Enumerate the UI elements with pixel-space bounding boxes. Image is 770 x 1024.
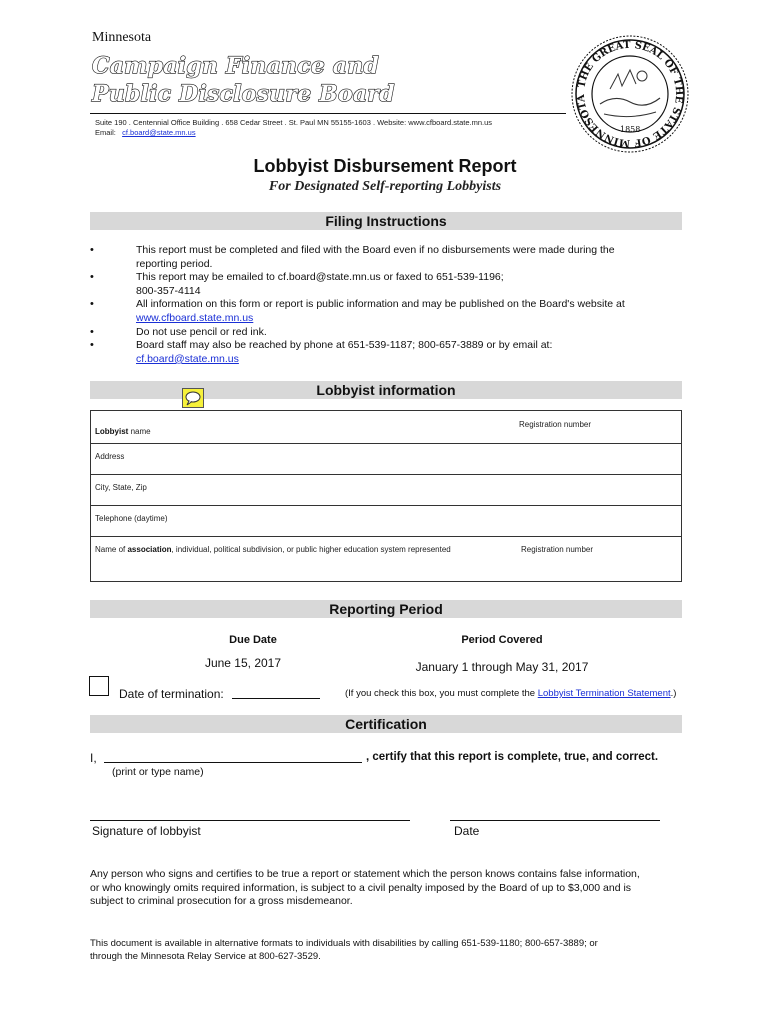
association-registration-number-field[interactable]: Registration number	[521, 545, 594, 554]
due-date-heading: Due Date	[229, 634, 277, 646]
report-subtitle: For Designated Self-reporting Lobbyists	[268, 179, 502, 194]
due-date-value: June 15, 2017	[204, 656, 282, 670]
state-name: Minnesota	[92, 30, 152, 45]
board-address: Suite 190 . Centennial Office Building . 658 Cedar Street . St. Paul MN 55155-1603 . Website: www.cfboard.state.mn.us	[95, 118, 493, 127]
instruction-item: • This report must be completed and filed with the Board even if no disbursements were made during the reporting period.	[88, 244, 688, 271]
seal-text: THE GREAT SEAL OF THE STATE OF MINNESOTA	[575, 39, 685, 149]
association-name-field[interactable]: Name of association, individual, political subdivision, or public higher education system represented	[95, 545, 451, 554]
filing-instructions-heading: Filing Instructions	[90, 212, 682, 230]
reporting-period-heading: Reporting Period	[90, 600, 682, 618]
info-row-divider	[91, 474, 681, 475]
header-rule	[90, 113, 566, 114]
lobbyist-information-form	[90, 410, 682, 582]
termination-note: (If you check this box, you must complete the Lobbyist Termination Statement.)	[345, 688, 677, 699]
signature-input[interactable]	[90, 820, 410, 821]
email-link[interactable]: cf.board@state.mn.us	[136, 352, 239, 365]
filing-instructions-list	[88, 244, 688, 366]
printed-name-input[interactable]	[104, 762, 362, 763]
board-email-row	[95, 128, 196, 137]
city-state-zip-field[interactable]: City, State, Zip	[95, 483, 147, 492]
info-row-divider	[91, 443, 681, 444]
signature-label: Signature of lobbyist	[92, 824, 201, 838]
certification-heading: Certification	[90, 715, 682, 733]
email-label: Email:	[95, 128, 116, 137]
telephone-field[interactable]: Telephone (daytime)	[95, 514, 168, 523]
info-row-divider	[91, 505, 681, 506]
accessibility-notice: This document is available in alternative formats to individuals with disabilities by calling 651-539-1180; 800-657-3889; or through the Minnesota Relay Service at 800-627-3529.	[90, 938, 598, 962]
website-link[interactable]: www.cfboard.state.mn.us	[136, 311, 254, 324]
registration-number-field[interactable]: Registration number	[519, 420, 592, 429]
termination-date-label: Date of termination:	[119, 687, 224, 701]
address-field[interactable]: Address	[95, 452, 125, 461]
instruction-item: • This report may be emailed to cf.board@state.mn.us or faxed to 651-539-1196; 800-357-4114	[88, 271, 688, 298]
seal-year: 1858	[620, 125, 641, 134]
board-name-line1: Campaign Finance and	[92, 53, 379, 79]
termination-statement-link[interactable]: Lobbyist Termination Statement	[537, 688, 671, 699]
date-input[interactable]	[450, 820, 660, 821]
instruction-item: • Do not use pencil or red ink.	[88, 326, 688, 340]
speech-bubble-icon[interactable]	[182, 388, 204, 408]
instruction-item: • All information on this form or report is public information and may be published on the Board's website at www.cfboard.state.mn.us	[88, 298, 688, 325]
info-row-divider	[91, 536, 681, 537]
penalty-warning: Any person who signs and certifies to be true a report or statement which the person knows contains false information, or who knowingly omits required information, is subject to a civil penalty imposed by the Board of up to $3,000 and is subject to criminal prosecution for a gross misdemeanor.	[90, 868, 640, 908]
board-email-link[interactable]: cf.board@state.mn.us	[122, 128, 196, 137]
certification-i: I,	[90, 751, 97, 765]
printed-name-label: (print or type name)	[112, 766, 204, 778]
lobbyist-name-field[interactable]: Lobbyist name	[95, 427, 151, 436]
termination-date-input[interactable]	[232, 698, 320, 699]
lobbyist-information-heading: Lobbyist information	[90, 381, 682, 399]
certification-statement: , certify that this report is complete, true, and correct.	[366, 751, 659, 763]
state-seal-icon	[570, 34, 690, 154]
board-name-line2: Public Disclosure Board	[92, 81, 395, 107]
termination-checkbox[interactable]	[89, 676, 109, 696]
period-covered-heading: Period Covered	[461, 634, 543, 646]
date-label: Date	[454, 824, 480, 838]
instruction-item: • Board staff may also be reached by phone at 651-539-1187; 800-657-3889 or by email at: cf.board@state.mn.us	[88, 339, 688, 366]
report-title: Lobbyist Disbursement Report	[253, 156, 517, 176]
period-covered-value: January 1 through May 31, 2017	[415, 660, 589, 674]
board-name	[92, 52, 395, 108]
